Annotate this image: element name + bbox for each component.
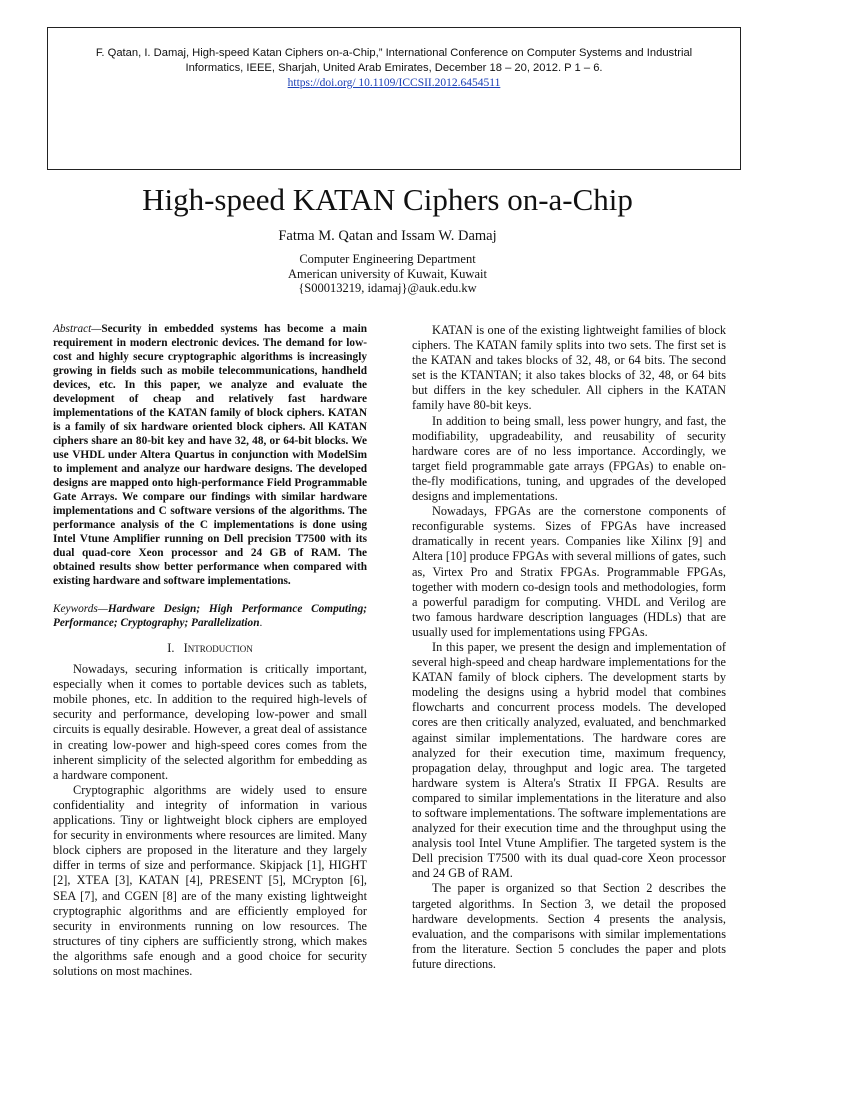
affiliation-dept: Computer Engineering Department — [299, 252, 476, 266]
section-initial: I — [183, 641, 188, 655]
abstract-text: Security in embedded systems has become a main requirement in modern electronic devices. The demand for low-cost and highly secure cryptographic algorithms is increasingly growing in fields such as mobile telecommunications, handheld devices, etc. In this paper, we analyze and evaluate the development of cheap and relatively fast hardware implementations of the KATAN family of block ciphers. KATAN is a family of six hardware oriented block ciphers. All KATAN ciphers share an 80-bit key and have 32, 48, or 64-bit blocks. We use VHDL under Altera Quartus in conjunction with ModelSim to implement and analyze our hardware designs. The developed designs are mapped onto high-performance Field Programmable Gate Arrays. We compare our findings with similar hardware implementations and C software versions of the algorithms. The performance analysis of the C implementations is done using Intel Vtune Amplifier running on Dell precision T7500 with its dual quad-core Xeon processor and 24 GB of RAM. The obtained results show better performance when compared with existing hardware and software implementations. — [53, 323, 367, 587]
keywords — [53, 602, 367, 630]
right-column — [412, 323, 726, 972]
affiliation-univ: American university of Kuwait, Kuwait — [288, 266, 487, 281]
section-numeral: I. — [167, 641, 175, 655]
keywords-label: Keywords— — [53, 603, 108, 615]
keywords-text: Hardware Design; High Performance Computing; Performance; Cryptography; Parallelization — [53, 603, 367, 629]
abstract — [53, 322, 367, 588]
body-paragraph: The paper is organized so that Section 2 describes the targeted algorithms. In Section 3, we detail the proposed hardware developments. Section 4 presents the analysis, evaluation, and the comparisons with similar implementations from the literature. Section 5 concludes the paper and plots future directions. — [412, 881, 726, 971]
body-paragraph: In this paper, we present the design and implementation of several high-speed and cheap hardware implementations for the KATAN family of block ciphers. The development starts by modeling the designs using a hybrid model that combines flowcharts and concurrent process models. The developed cores are then critically analyzed, evaluated, and benchmarked against similar implementations. The hardware cores are analyzed for their execution time, maximum frequency, propagation delay, throughput and logic area. The targeted hardware system is Altera's Stratix II FPGA. Results are compared to similar implementations in the literature and also to software implementations. The software implementations are analyzed for their execution time and the throughput using the analysis tool Intel Vtune Amplifier. The targeted system is the Dell precision T7500 with its dual quad-core Xeon processor and 24 GB of RAM. — [412, 639, 726, 881]
body-paragraph: Nowadays, securing information is critically important, especially when it comes to portable devices such as tablets, mobile phones, etc. In addition to the required high-levels of security and performance, developing low-power and small circuits is equally desirable. However, a great deal of assistance in creating low-power and high-speed cores comes from the inherent simplicity of the selected algorithm for embedding as a hardware component. — [53, 662, 367, 782]
doi-link[interactable]: https://doi.org/ 10.1109/ICCSII.2012.6454511 — [287, 77, 501, 89]
section-heading-introduction — [53, 641, 367, 656]
citation-line-1: F. Qatan, I. Damaj, High-speed Katan Ciphers on-a-Chip,” International Conference on Computer Systems and Industrial — [95, 47, 693, 59]
affiliation — [0, 252, 775, 296]
citation-box — [47, 27, 741, 170]
paper-title: High-speed KATAN Ciphers on-a-Chip — [142, 182, 633, 217]
affiliation-emails: {S00013219, idamaj}@auk.edu.kw — [298, 281, 477, 295]
body-paragraph: Nowadays, FPGAs are the cornerstone components of reconfigurable systems. Sizes of FPGAs have increased dramatically in recent years. Companies like Xilinx [9] and Altera [10] produce FPGAs with several millions of gates, such as, Virtex Pro and Stratix FPGAs. Programmable FPGAs, together with modern co-design tools and methodologies, form a powerful paradigm for computing. VHDL and Verilog are two famous hardware description languages (HDLs) that are usually used for implementations using FPGAs. — [412, 504, 726, 639]
keywords-end: . — [259, 617, 263, 629]
body-paragraph: KATAN is one of the existing lightweight families of block ciphers. The KATAN family splits into two sets. The first set is the KATAN and takes blocks of 32, 48, or 64 bits. The second set is the KTANTAN; it also takes blocks of 32, 48, or 64 bits but differs in the key scheduler. All ciphers in the KATAN family have 80-bit keys. — [412, 323, 726, 413]
abstract-label: Abstract— — [53, 323, 102, 335]
citation-line-2: Informatics, IEEE, Sharjah, United Arab Emirates, December 18 – 20, 2012. P 1 – 6. — [185, 62, 603, 74]
body-paragraph: In addition to being small, less power hungry, and fast, the modifiability, upgradeability, and reusability of security hardware cores are of no less importance. Accordingly, we target field programmable gate arrays (FPGAs) to enable on-the-fly modifications, tuning, and upgrades of the developed designs and implementations. — [412, 413, 726, 504]
body-paragraph: Cryptographic algorithms are widely used to ensure confidentiality and integrity of information in various applications. Tiny or lightweight block ciphers are employed for security in environments where resources are limited. Many block ciphers are proposed in the literature and they largely differ in terms of size and performance. Skipjack [1], HIGHT [2], XTEA [3], KATAN [4], PRESENT [5], MCrypton [6], SEA [7], and CGEN [8] are of the many existing lightweight cryptographic algorithms and are efficiently employed for security in environments running on low resources. The structures of tiny ciphers are sufficiently strong, which makes the algorithms safe enough and a good choice for security solutions on most machines. — [53, 782, 367, 978]
section-title-rest: ntroduction — [187, 641, 253, 655]
left-column — [53, 322, 367, 979]
authors: Fatma M. Qatan and Issam W. Damaj — [278, 228, 497, 244]
